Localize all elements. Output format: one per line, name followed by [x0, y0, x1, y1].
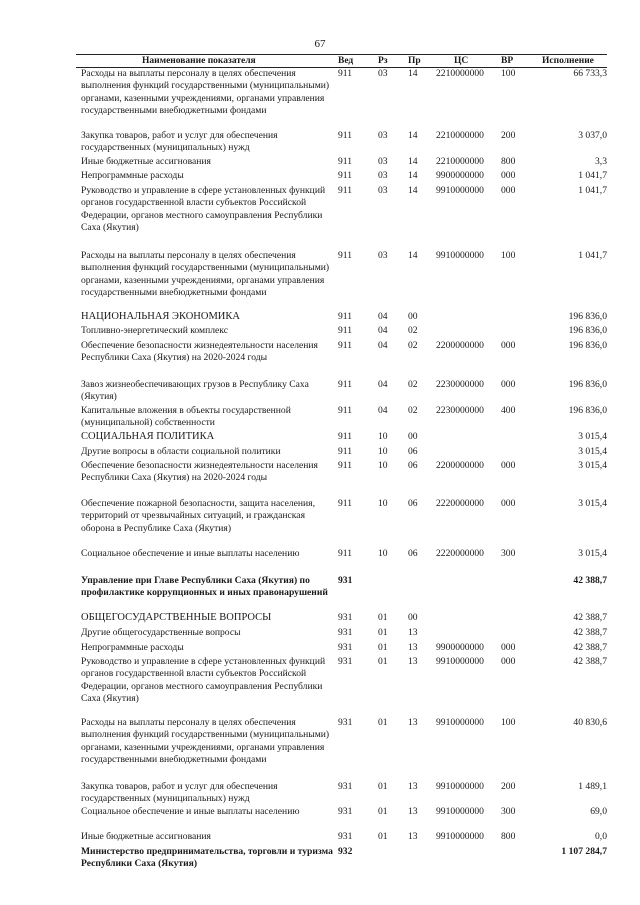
row-cs: 2210000000 — [436, 68, 484, 79]
row-ved: 931 — [338, 781, 353, 792]
row-rz: 04 — [378, 379, 388, 390]
header-cs: ЦС — [454, 56, 469, 66]
row-exec: 196 836,0 — [568, 405, 607, 416]
row-rz: 03 — [378, 156, 388, 167]
row-exec: 40 830,6 — [573, 717, 607, 728]
row-exec: 1 041,7 — [578, 250, 607, 261]
row-exec: 66 733,3 — [573, 68, 607, 79]
row-vr: 100 — [501, 717, 516, 728]
table-header — [76, 54, 607, 68]
row-vr: 000 — [501, 379, 516, 390]
row-rz: 10 — [378, 446, 388, 457]
row-rz: 10 — [378, 548, 388, 559]
row-name: Капитальные вложения в объекты государственной (муниципальной) собственности — [81, 405, 291, 429]
row-ved: 931 — [338, 642, 353, 653]
row-exec: 3,3 — [595, 156, 607, 167]
row-name: Иные бюджетные ассигнования — [81, 156, 211, 167]
row-rz: 04 — [378, 311, 388, 322]
row-name: Министерство предпринимательства, торговли и туризма Республики Саха (Якутия) — [81, 846, 333, 870]
row-name: Другие вопросы в области социальной политики — [81, 446, 281, 457]
row-cs: 9900000000 — [436, 642, 484, 653]
row-rz: 03 — [378, 68, 388, 79]
row-exec: 42 388,7 — [573, 642, 607, 653]
row-name: Другие общегосударственные вопросы — [81, 627, 241, 638]
row-cs: 9910000000 — [436, 656, 484, 667]
header-pr: Пр — [408, 56, 421, 66]
row-exec: 3 015,4 — [578, 446, 607, 457]
row-pr: 14 — [408, 185, 418, 196]
row-ved: 911 — [338, 170, 353, 181]
row-exec: 196 836,0 — [568, 311, 607, 322]
row-pr: 13 — [408, 831, 418, 842]
page-number: 67 — [314, 38, 326, 50]
row-name: Обеспечение безопасности жизнедеятельности населения Республики Саха (Якутия) на 2020-2024 годы — [81, 340, 318, 364]
row-cs: 9900000000 — [436, 170, 484, 181]
row-ved: 911 — [338, 446, 353, 457]
row-exec: 3 015,4 — [578, 431, 607, 442]
row-ved: 911 — [338, 250, 353, 261]
row-vr: 000 — [501, 340, 516, 351]
row-rz: 03 — [378, 250, 388, 261]
row-pr: 06 — [408, 498, 418, 509]
row-rz: 03 — [378, 130, 388, 141]
row-name: Расходы на выплаты персоналу в целях обеспечения выполнения функций государственными (муниципальными) органами, казенными учреждениями, органами управления государственными внебюджетными фондами — [81, 250, 330, 299]
row-name: Управление при Главе Республики Саха (Якутия) по профилактике коррупционных и иных правонарушений — [81, 575, 328, 599]
row-pr: 14 — [408, 250, 418, 261]
row-name: Обеспечение безопасности жизнедеятельности населения Республики Саха (Якутия) на 2020-2024 годы — [81, 460, 318, 484]
row-rz: 03 — [378, 185, 388, 196]
row-rz: 01 — [378, 717, 388, 728]
row-pr: 14 — [408, 156, 418, 167]
row-ved: 931 — [338, 612, 353, 623]
row-vr: 100 — [501, 68, 516, 79]
row-cs: 2200000000 — [436, 460, 484, 471]
header-rz: Рз — [378, 56, 388, 66]
row-name: Руководство и управление в сфере установленных функций органов государственной власти субъектов Российской Федерации, органов местного самоуправления Республики Саха (Якутия) — [81, 185, 326, 234]
row-pr: 13 — [408, 656, 418, 667]
row-rz: 10 — [378, 431, 388, 442]
row-name: Социальное обеспечение и иные выплаты населению — [81, 548, 300, 559]
row-ved: 931 — [338, 656, 353, 667]
row-exec: 196 836,0 — [568, 340, 607, 351]
row-exec: 1 107 284,7 — [561, 846, 607, 857]
row-cs: 2230000000 — [436, 405, 484, 416]
row-exec: 1 489,1 — [578, 781, 607, 792]
row-ved: 931 — [338, 806, 353, 817]
row-pr: 00 — [408, 311, 418, 322]
row-vr: 000 — [501, 460, 516, 471]
row-pr: 02 — [408, 379, 418, 390]
row-pr: 00 — [408, 431, 418, 442]
row-pr: 13 — [408, 717, 418, 728]
row-name: Иные бюджетные ассигнования — [81, 831, 211, 842]
row-rz: 04 — [378, 325, 388, 336]
row-pr: 14 — [408, 68, 418, 79]
row-vr: 000 — [501, 498, 516, 509]
row-vr: 800 — [501, 156, 516, 167]
row-rz: 04 — [378, 340, 388, 351]
row-name: Топливно-энергетический комплекс — [81, 325, 228, 336]
row-ved: 931 — [338, 831, 353, 842]
row-cs: 9910000000 — [436, 185, 484, 196]
row-name: НАЦИОНАЛЬНАЯ ЭКОНОМИКА — [81, 311, 240, 322]
row-exec: 42 388,7 — [573, 627, 607, 638]
row-name: Расходы на выплаты персоналу в целях обеспечения выполнения функций государственными (муниципальными) органами, казенными учреждениями, органами управления государственными внебюджетными фондами — [81, 68, 330, 117]
row-rz: 03 — [378, 170, 388, 181]
row-name: Непрограммные расходы — [81, 170, 184, 181]
row-pr: 13 — [408, 627, 418, 638]
header-vr: ВР — [501, 56, 514, 66]
row-exec: 1 041,7 — [578, 170, 607, 181]
row-vr: 000 — [501, 656, 516, 667]
row-name: Руководство и управление в сфере установленных функций органов государственной власти субъектов Российской Федерации, органов местного самоуправления Республики Саха (Якутия) — [81, 656, 326, 705]
row-cs: 9910000000 — [436, 250, 484, 261]
row-rz: 01 — [378, 656, 388, 667]
row-ved: 911 — [338, 68, 353, 79]
row-vr: 400 — [501, 405, 516, 416]
row-name: Закупка товаров, работ и услуг для обеспечения государственных (муниципальных) нужд — [81, 130, 278, 154]
row-ved: 911 — [338, 156, 353, 167]
row-cs: 2230000000 — [436, 379, 484, 390]
row-rz: 10 — [378, 460, 388, 471]
row-ved: 931 — [338, 627, 353, 638]
row-rz: 10 — [378, 498, 388, 509]
row-name: Завоз жизнеобеспечивающих грузов в Республику Саха (Якутия) — [81, 379, 309, 403]
row-exec: 3 015,4 — [578, 548, 607, 559]
row-exec: 69,0 — [590, 806, 607, 817]
row-exec: 3 037,0 — [578, 130, 607, 141]
row-ved: 911 — [338, 185, 353, 196]
row-vr: 000 — [501, 170, 516, 181]
row-pr: 02 — [408, 405, 418, 416]
row-rz: 01 — [378, 627, 388, 638]
row-exec: 1 041,7 — [578, 185, 607, 196]
row-ved: 911 — [338, 130, 353, 141]
row-pr: 02 — [408, 340, 418, 351]
row-rz: 01 — [378, 642, 388, 653]
row-pr: 06 — [408, 460, 418, 471]
row-ved: 911 — [338, 460, 353, 471]
row-ved: 911 — [338, 311, 353, 322]
row-name: СОЦИАЛЬНАЯ ПОЛИТИКА — [81, 431, 215, 442]
row-ved: 931 — [338, 717, 353, 728]
header-name: Наименование показателя — [142, 56, 256, 66]
row-exec: 42 388,7 — [573, 612, 607, 623]
row-ved: 911 — [338, 325, 353, 336]
row-cs: 9910000000 — [436, 781, 484, 792]
row-ved: 911 — [338, 548, 353, 559]
row-exec: 196 836,0 — [568, 325, 607, 336]
row-rz: 01 — [378, 831, 388, 842]
row-rz: 01 — [378, 781, 388, 792]
row-name: Расходы на выплаты персоналу в целях обеспечения выполнения функций государственными (муниципальными) органами, казенными учреждениями, органами управления государственными внебюджетными фондами — [81, 717, 330, 766]
row-pr: 14 — [408, 130, 418, 141]
row-ved: 911 — [338, 340, 353, 351]
row-cs: 2210000000 — [436, 130, 484, 141]
row-exec: 0,0 — [595, 831, 607, 842]
row-name: Закупка товаров, работ и услуг для обеспечения государственных (муниципальных) нужд — [81, 781, 278, 805]
row-vr: 100 — [501, 250, 516, 261]
row-cs: 2220000000 — [436, 548, 484, 559]
row-ved: 911 — [338, 379, 353, 390]
row-vr: 800 — [501, 831, 516, 842]
row-name: Непрограммные расходы — [81, 642, 184, 653]
row-name: Социальное обеспечение и иные выплаты населению — [81, 806, 300, 817]
row-vr: 000 — [501, 642, 516, 653]
row-exec: 42 388,7 — [573, 656, 607, 667]
row-exec: 3 015,4 — [578, 498, 607, 509]
header-exec: Исполнение — [542, 56, 594, 66]
row-ved: 911 — [338, 498, 353, 509]
row-vr: 300 — [501, 548, 516, 559]
row-pr: 00 — [408, 612, 418, 623]
row-vr: 200 — [501, 130, 516, 141]
row-pr: 13 — [408, 642, 418, 653]
row-rz: 01 — [378, 806, 388, 817]
row-pr: 06 — [408, 548, 418, 559]
row-exec: 3 015,4 — [578, 460, 607, 471]
row-pr: 06 — [408, 446, 418, 457]
row-ved: 911 — [338, 405, 353, 416]
row-exec: 42 388,7 — [573, 575, 607, 586]
row-cs: 2220000000 — [436, 498, 484, 509]
row-ved: 931 — [338, 575, 353, 586]
row-pr: 14 — [408, 170, 418, 181]
row-name: ОБЩЕГОСУДАРСТВЕННЫЕ ВОПРОСЫ — [81, 612, 272, 623]
row-cs: 9910000000 — [436, 717, 484, 728]
row-cs: 2200000000 — [436, 340, 484, 351]
row-cs: 2210000000 — [436, 156, 484, 167]
row-name: Обеспечение пожарной безопасности, защита населения, территорий от чрезвычайных ситуаций, и гражданская оборона в Республике Саха (Якутия) — [81, 498, 315, 534]
row-rz: 01 — [378, 612, 388, 623]
row-cs: 9910000000 — [436, 831, 484, 842]
row-exec: 196 836,0 — [568, 379, 607, 390]
row-vr: 300 — [501, 806, 516, 817]
row-rz: 04 — [378, 405, 388, 416]
row-pr: 13 — [408, 781, 418, 792]
row-ved: 932 — [338, 846, 353, 857]
row-vr: 000 — [501, 185, 516, 196]
row-vr: 200 — [501, 781, 516, 792]
row-ved: 911 — [338, 431, 353, 442]
header-ved: Вед — [338, 56, 354, 66]
row-pr: 13 — [408, 806, 418, 817]
row-pr: 02 — [408, 325, 418, 336]
row-cs: 9910000000 — [436, 806, 484, 817]
